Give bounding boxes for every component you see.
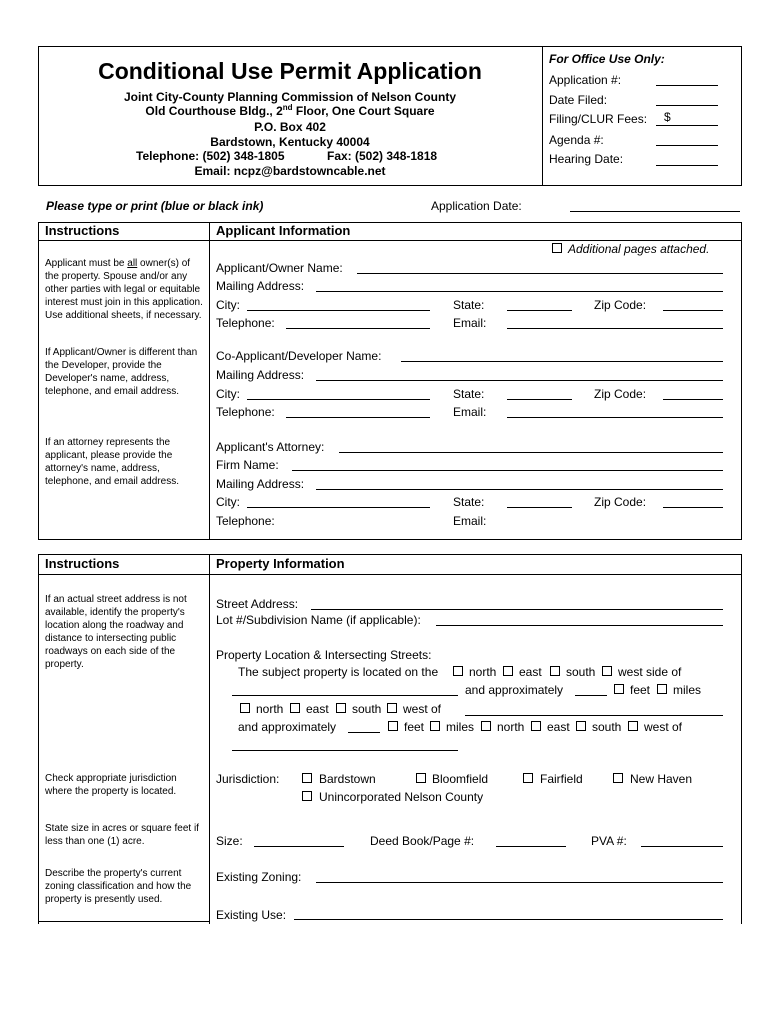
intersecting-street-field-2[interactable]: [232, 750, 458, 751]
co-city-label: City:: [216, 387, 240, 401]
bardstown-label: Bardstown: [319, 772, 376, 786]
dir-west-checkbox-2[interactable]: [387, 703, 397, 713]
dir-east-checkbox-2[interactable]: [290, 703, 300, 713]
existing-zoning-field[interactable]: [316, 882, 723, 883]
dir-north-checkbox-3[interactable]: [481, 721, 491, 731]
dir-east-label-3: east: [547, 720, 570, 734]
dir-north-checkbox-2[interactable]: [240, 703, 250, 713]
section1-header-rule: [38, 240, 742, 241]
hearing-date-field[interactable]: [656, 165, 718, 166]
co-city-field[interactable]: [247, 399, 430, 400]
location-heading: Property Location & Intersecting Streets:: [216, 648, 432, 662]
bardstown-checkbox[interactable]: [302, 773, 312, 783]
attorney-telephone-label: Telephone:: [216, 514, 275, 528]
agenda-label: Agenda #:: [549, 133, 604, 147]
owner-telephone-label: Telephone:: [216, 316, 275, 330]
co-state-label: State:: [453, 387, 485, 401]
feet-checkbox-2[interactable]: [388, 721, 398, 731]
attorney-email-label: Email:: [453, 514, 487, 528]
co-telephone-label: Telephone:: [216, 405, 275, 419]
dir-north-label-2: north: [256, 702, 284, 716]
distance-field-1[interactable]: [575, 695, 607, 696]
dir-west-checkbox-3[interactable]: [628, 721, 638, 731]
firm-name-field[interactable]: [292, 470, 723, 471]
owner-zip-field[interactable]: [663, 310, 723, 311]
co-email-field[interactable]: [507, 417, 723, 418]
owner-name-field[interactable]: [357, 273, 723, 274]
org-address-pre: Old Courthouse Bldg., 2: [145, 104, 283, 118]
firm-name-label: Firm Name:: [216, 458, 279, 472]
miles-label-1: miles: [673, 683, 702, 697]
email: Email: ncpz@bardstowncable.net: [194, 164, 386, 178]
dir-north-label-3: north: [497, 720, 525, 734]
fairfield-label: Fairfield: [540, 772, 583, 786]
side-north-checkbox[interactable]: [453, 666, 463, 676]
instruction-attorney: If an attorney represents the applicant, please provide the attorney's name, address, telephone, and email address.: [45, 437, 179, 487]
section2-header: Property Information: [216, 556, 345, 571]
deed-book-label: Deed Book/Page #:: [370, 834, 475, 848]
pva-label: PVA #:: [591, 834, 627, 848]
owner-telephone-field[interactable]: [286, 328, 430, 329]
instruction-owners-pre: Applicant must be: [45, 258, 128, 269]
dir-east-checkbox-3[interactable]: [531, 721, 541, 731]
existing-use-field[interactable]: [294, 919, 723, 920]
instruction-size: State size in acres or square feet if less than one (1) acre.: [45, 823, 199, 847]
office-use-heading: For Office Use Only:: [549, 52, 665, 66]
fees-symbol: $: [664, 110, 671, 124]
feet-label-1: feet: [630, 683, 651, 697]
miles-checkbox-1[interactable]: [657, 684, 667, 694]
owner-email-label: Email:: [453, 316, 487, 330]
date-filed-field[interactable]: [656, 105, 718, 106]
dir-south-checkbox-3[interactable]: [576, 721, 586, 731]
attorney-zip-label: Zip Code:: [594, 495, 647, 509]
street-address-label: Street Address:: [216, 597, 299, 611]
section2-header-rule: [38, 574, 742, 575]
attorney-mailing-label: Mailing Address:: [216, 477, 305, 491]
co-zip-label: Zip Code:: [594, 387, 647, 401]
size-field[interactable]: [254, 846, 344, 847]
attorney-city-field[interactable]: [247, 507, 430, 508]
distance-field-2[interactable]: [348, 732, 380, 733]
po-box: P.O. Box 402: [254, 120, 326, 134]
co-mailing-field[interactable]: [316, 380, 723, 381]
side-south-checkbox[interactable]: [550, 666, 560, 676]
street-name-field[interactable]: [232, 695, 458, 696]
org-name: Joint City-County Planning Commission of Nelson County: [124, 90, 456, 104]
co-applicant-label: Co-Applicant/Developer Name:: [216, 349, 382, 363]
hearing-date-label: Hearing Date:: [549, 152, 624, 166]
owner-mailing-label: Mailing Address:: [216, 279, 305, 293]
application-date-label: Application Date:: [431, 199, 522, 213]
org-address-post: Floor, One Court Square: [292, 104, 435, 118]
section1-header: Applicant Information: [216, 223, 351, 238]
owner-city-label: City:: [216, 298, 240, 312]
jurisdiction-label: Jurisdiction:: [216, 772, 280, 786]
co-applicant-field[interactable]: [401, 361, 723, 362]
existing-use-label: Existing Use:: [216, 908, 287, 922]
instruction-zoning: Describe the property's current zoning classification and how the property is presently used.: [45, 868, 192, 905]
dir-south-checkbox-2[interactable]: [336, 703, 346, 713]
deed-book-field[interactable]: [496, 846, 566, 847]
dir-east-label-2: east: [306, 702, 329, 716]
attorney-field[interactable]: [339, 452, 723, 453]
bloomfield-checkbox[interactable]: [416, 773, 426, 783]
miles-checkbox-2[interactable]: [430, 721, 440, 731]
agenda-field[interactable]: [656, 145, 718, 146]
fairfield-checkbox[interactable]: [523, 773, 533, 783]
co-telephone-field[interactable]: [286, 417, 430, 418]
fax: Fax: (502) 348-1818: [327, 149, 438, 163]
dir-south-label-3: south: [592, 720, 622, 734]
instruction-jurisdiction: Check appropriate jurisdiction where the property is located.: [45, 773, 177, 797]
located-on-label: The subject property is located on the: [238, 665, 439, 679]
owner-city-field[interactable]: [247, 310, 430, 311]
side-south-label: south: [566, 665, 596, 679]
approx-label-1: and approximately: [465, 683, 564, 697]
side-west-label: west side of: [618, 665, 682, 679]
instruction-developer: If Applicant/Owner is different than the Developer, provide the Developer's name, address, telephone, and email address.: [45, 347, 198, 397]
dir-west-label-3: west of: [644, 720, 683, 734]
form-title: Conditional Use Permit Application: [98, 58, 482, 84]
section2-bottom-rule: [38, 921, 210, 922]
intersecting-street-field-1[interactable]: [465, 715, 723, 716]
feet-checkbox-1[interactable]: [614, 684, 624, 694]
size-label: Size:: [216, 834, 243, 848]
side-west-checkbox[interactable]: [602, 666, 612, 676]
owner-email-field[interactable]: [507, 328, 723, 329]
fees-field[interactable]: [656, 125, 718, 126]
fees-label: Filing/CLUR Fees:: [549, 112, 648, 126]
application-number-label: Application #:: [549, 73, 622, 87]
new-haven-label: New Haven: [630, 772, 693, 786]
co-zip-field[interactable]: [663, 399, 723, 400]
instruction-owners-all: all: [127, 258, 138, 269]
miles-label-2: miles: [446, 720, 475, 734]
header-divider: [542, 46, 543, 186]
owner-zip-label: Zip Code:: [594, 298, 647, 312]
lot-field[interactable]: [436, 625, 723, 626]
application-number-field[interactable]: [656, 85, 718, 86]
co-mailing-label: Mailing Address:: [216, 368, 305, 382]
owner-state-field[interactable]: [507, 310, 572, 311]
ink-note: Please type or print (blue or black ink): [46, 199, 264, 213]
attorney-city-label: City:: [216, 495, 240, 509]
feet-label-2: feet: [404, 720, 425, 734]
attorney-state-label: State:: [453, 495, 485, 509]
attorney-label: Applicant's Attorney:: [216, 440, 325, 454]
unincorporated-label: Unincorporated Nelson County: [319, 790, 484, 804]
owner-mailing-field[interactable]: [316, 291, 723, 292]
section2-divider: [209, 554, 210, 924]
approx-label-2: and approximately: [238, 720, 337, 734]
instruction-street: If an actual street address is not available, identify the property's location along the roadway and distance to intersecting public roadways on each side of the property.: [45, 594, 187, 670]
co-state-field[interactable]: [507, 399, 572, 400]
application-date-field[interactable]: [570, 211, 740, 212]
street-address-field[interactable]: [311, 609, 723, 610]
attorney-mailing-field[interactable]: [316, 489, 723, 490]
attorney-state-field[interactable]: [507, 507, 572, 508]
pva-field[interactable]: [641, 846, 723, 847]
telephone: Telephone: (502) 348-1805: [136, 149, 285, 163]
dir-south-label-2: south: [352, 702, 382, 716]
unincorporated-checkbox[interactable]: [302, 791, 312, 801]
additional-pages-checkbox[interactable]: [552, 243, 562, 253]
date-filed-label: Date Filed:: [549, 93, 608, 107]
org-address-sup: nd: [282, 103, 293, 112]
new-haven-checkbox[interactable]: [613, 773, 623, 783]
side-north-label: north: [469, 665, 497, 679]
section1-instructions-header: Instructions: [45, 223, 120, 238]
lot-label: Lot #/Subdivision Name (if applicable):: [216, 613, 421, 627]
instruction-owners: [45, 257, 205, 322]
bloomfield-label: Bloomfield: [432, 772, 489, 786]
existing-zoning-label: Existing Zoning:: [216, 870, 302, 884]
side-east-checkbox[interactable]: [503, 666, 513, 676]
org-address: [40, 104, 540, 118]
side-east-label: east: [519, 665, 542, 679]
additional-pages-label: Additional pages attached.: [568, 242, 710, 256]
city-state: Bardstown, Kentucky 40004: [210, 135, 370, 149]
owner-name-label: Applicant/Owner Name:: [216, 261, 343, 275]
section2-instructions-header: Instructions: [45, 556, 120, 571]
dir-west-label-2: west of: [403, 702, 442, 716]
attorney-zip-field[interactable]: [663, 507, 723, 508]
instruction-owners-post: owner(s) of the property. Spouse and/or any other parties with legal or equitable interest must join in this application. Use additional sheets, if necessary.: [45, 258, 203, 321]
section1-divider: [209, 222, 210, 540]
co-email-label: Email:: [453, 405, 487, 419]
owner-state-label: State:: [453, 298, 485, 312]
